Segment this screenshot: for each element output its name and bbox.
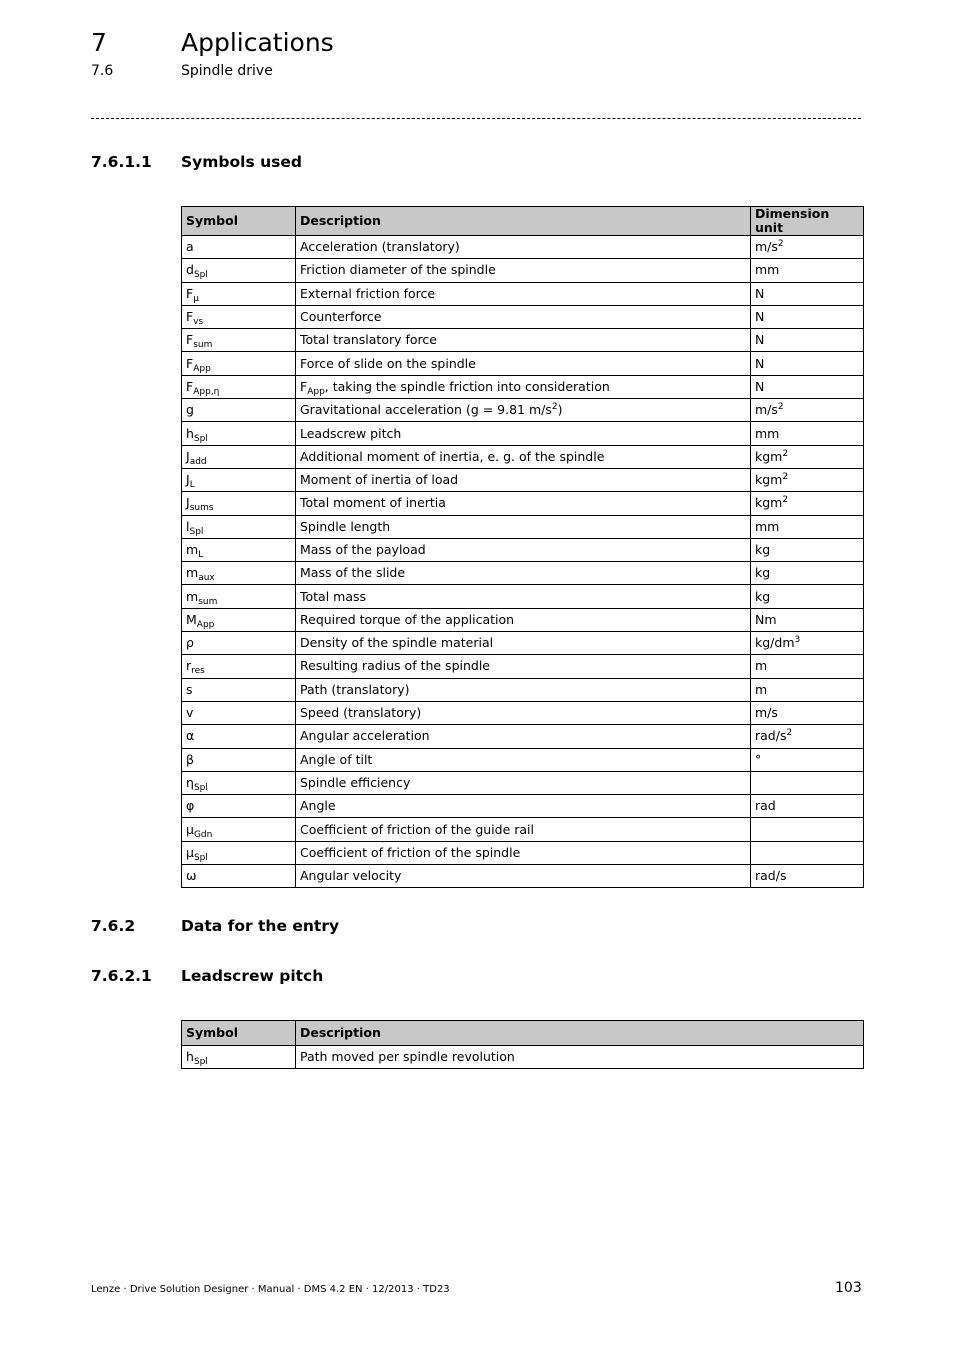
table-header-row bbox=[182, 207, 864, 236]
leadscrew-heading-title: Leadscrew pitch bbox=[181, 967, 324, 985]
unit-cell: kgm$^2$ bbox=[751, 445, 864, 468]
table-row bbox=[182, 468, 864, 491]
table-row bbox=[182, 352, 864, 375]
description-cell: Spindle length bbox=[296, 515, 751, 538]
symbol-cell: $h_{Spl}$ bbox=[182, 1046, 296, 1069]
description-cell: External friction force bbox=[296, 282, 751, 305]
symbols-heading-number: 7.6.1.1 bbox=[91, 153, 152, 171]
symbols-table bbox=[181, 206, 864, 888]
symbol-cell: ρ bbox=[182, 632, 296, 655]
table-row bbox=[182, 1046, 864, 1069]
column-header-description: Description bbox=[296, 1021, 864, 1046]
symbol-cell: $M_{App}$ bbox=[182, 608, 296, 631]
table-row bbox=[182, 422, 864, 445]
unit-cell: $kg/dm^3$ bbox=[751, 632, 864, 655]
description-cell: Counterforce bbox=[296, 305, 751, 328]
unit-cell: mm bbox=[751, 422, 864, 445]
symbol-cell: a bbox=[182, 236, 296, 259]
unit-cell: mm bbox=[751, 259, 864, 282]
symbol-cell: φ bbox=[182, 795, 296, 818]
description-cell: Spindle efficiency bbox=[296, 771, 751, 794]
description-cell: Total translatory force bbox=[296, 329, 751, 352]
column-header-symbol: Symbol bbox=[182, 1021, 296, 1046]
description-cell: Moment of inertia of load bbox=[296, 468, 751, 491]
table-row bbox=[182, 795, 864, 818]
table-row bbox=[182, 305, 864, 328]
description-cell: Path (translatory) bbox=[296, 678, 751, 701]
unit-cell: N bbox=[751, 329, 864, 352]
description-cell: Coefficient of friction of the guide rail bbox=[296, 818, 751, 841]
description-cell: Force of slide on the spindle bbox=[296, 352, 751, 375]
unit-cell: m bbox=[751, 678, 864, 701]
unit-cell bbox=[751, 841, 864, 864]
symbol-cell: $J_L$ bbox=[182, 468, 296, 491]
unit-cell: $m/s^2$ bbox=[751, 236, 864, 259]
table-row bbox=[182, 259, 864, 282]
description-cell: Coefficient of friction of the spindle bbox=[296, 841, 751, 864]
unit-cell: ° bbox=[751, 748, 864, 771]
description-cell: Total moment of inertia bbox=[296, 492, 751, 515]
page-number: 103 bbox=[835, 1280, 862, 1296]
unit-cell: $m/s^2$ bbox=[751, 399, 864, 422]
symbol-cell: $\mu_{Spl}$ bbox=[182, 841, 296, 864]
symbol-cell: $r_{res}$ bbox=[182, 655, 296, 678]
symbol-cell: $d_{Spl}$ bbox=[182, 259, 296, 282]
symbol-cell: v bbox=[182, 701, 296, 724]
column-header-symbol: Symbol bbox=[182, 207, 296, 236]
symbol-cell: $m_L$ bbox=[182, 538, 296, 561]
unit-cell: rad bbox=[751, 795, 864, 818]
table-row bbox=[182, 678, 864, 701]
unit-cell bbox=[751, 771, 864, 794]
table-row bbox=[182, 841, 864, 864]
unit-cell: N bbox=[751, 305, 864, 328]
symbol-cell: s bbox=[182, 678, 296, 701]
table-row bbox=[182, 538, 864, 561]
table-row bbox=[182, 725, 864, 748]
description-cell: Resulting radius of the spindle bbox=[296, 655, 751, 678]
table-row bbox=[182, 655, 864, 678]
footer-text: Lenze · Drive Solution Designer · Manual · DMS 4.2 EN · 12/2013 · TD23 bbox=[91, 1284, 450, 1295]
table-row bbox=[182, 375, 864, 398]
table-row bbox=[182, 562, 864, 585]
unit-cell: kg bbox=[751, 585, 864, 608]
table-row bbox=[182, 748, 864, 771]
description-cell: Speed (translatory) bbox=[296, 701, 751, 724]
chapter-number: 7 bbox=[91, 28, 107, 57]
unit-cell bbox=[751, 818, 864, 841]
symbol-cell: $J_{sums}$ bbox=[182, 492, 296, 515]
symbol-cell: $\mu_{Gdn}$ bbox=[182, 818, 296, 841]
table-row bbox=[182, 818, 864, 841]
description-cell: Required torque of the application bbox=[296, 608, 751, 631]
unit-cell: rad/s bbox=[751, 865, 864, 888]
unit-cell: m bbox=[751, 655, 864, 678]
table-row bbox=[182, 445, 864, 468]
column-header-unit: Dimension unit bbox=[751, 207, 864, 236]
symbols-heading-title: Symbols used bbox=[181, 153, 302, 171]
symbol-cell: α bbox=[182, 725, 296, 748]
description-cell: Leadscrew pitch bbox=[296, 422, 751, 445]
symbol-cell: $F_{App}$ bbox=[182, 352, 296, 375]
description-cell: Mass of the slide bbox=[296, 562, 751, 585]
symbol-cell: $l_{Spl}$ bbox=[182, 515, 296, 538]
description-cell: Gravitational acceleration (g = 9.81 $m/s^2$) bbox=[296, 399, 751, 422]
data-entry-heading-title: Data for the entry bbox=[181, 917, 340, 935]
section-number: 7.6 bbox=[91, 63, 114, 79]
symbol-cell: $\eta_{Spl}$ bbox=[182, 771, 296, 794]
symbol-cell: β bbox=[182, 748, 296, 771]
description-cell: Friction diameter of the spindle bbox=[296, 259, 751, 282]
symbol-cell: $h_{Spl}$ bbox=[182, 422, 296, 445]
symbol-cell: $F_{App,\eta}$ bbox=[182, 375, 296, 398]
table-row bbox=[182, 492, 864, 515]
table-row bbox=[182, 701, 864, 724]
table-row bbox=[182, 865, 864, 888]
table-row bbox=[182, 399, 864, 422]
table-row bbox=[182, 608, 864, 631]
unit-cell: mm bbox=[751, 515, 864, 538]
description-cell: Mass of the payload bbox=[296, 538, 751, 561]
unit-cell: N bbox=[751, 282, 864, 305]
description-cell: Density of the spindle material bbox=[296, 632, 751, 655]
unit-cell: kg bbox=[751, 538, 864, 561]
table-row bbox=[182, 329, 864, 352]
unit-cell: kgm$^2$ bbox=[751, 468, 864, 491]
symbols-table-body bbox=[182, 236, 864, 888]
symbol-cell: g bbox=[182, 399, 296, 422]
leadscrew-table bbox=[181, 1020, 864, 1069]
symbol-cell: $m_{aux}$ bbox=[182, 562, 296, 585]
unit-cell: kgm$^2$ bbox=[751, 492, 864, 515]
symbol-cell: $F_\mu$ bbox=[182, 282, 296, 305]
leadscrew-heading-number: 7.6.2.1 bbox=[91, 967, 152, 985]
symbol-cell: $F_{vs}$ bbox=[182, 305, 296, 328]
unit-cell: Nm bbox=[751, 608, 864, 631]
header-divider bbox=[91, 118, 861, 119]
description-cell: Angle of tilt bbox=[296, 748, 751, 771]
chapter-title: Applications bbox=[181, 28, 334, 57]
description-cell: Additional moment of inertia, e. g. of the spindle bbox=[296, 445, 751, 468]
table-row bbox=[182, 282, 864, 305]
unit-cell: N bbox=[751, 352, 864, 375]
description-cell: Angular acceleration bbox=[296, 725, 751, 748]
table-row bbox=[182, 585, 864, 608]
unit-cell: N bbox=[751, 375, 864, 398]
section-title: Spindle drive bbox=[181, 63, 273, 79]
symbol-cell: $J_{add}$ bbox=[182, 445, 296, 468]
symbol-cell: $F_{sum}$ bbox=[182, 329, 296, 352]
table-header-row bbox=[182, 1021, 864, 1046]
description-cell: Angular velocity bbox=[296, 865, 751, 888]
symbol-cell: $m_{sum}$ bbox=[182, 585, 296, 608]
unit-cell: m/s bbox=[751, 701, 864, 724]
table-row bbox=[182, 771, 864, 794]
table-row bbox=[182, 632, 864, 655]
data-entry-heading-number: 7.6.2 bbox=[91, 917, 136, 935]
table-row bbox=[182, 515, 864, 538]
unit-cell: kg bbox=[751, 562, 864, 585]
description-cell: $F_{App}$, taking the spindle friction into consideration bbox=[296, 375, 751, 398]
unit-cell: rad/$s^2$ bbox=[751, 725, 864, 748]
description-cell: Angle bbox=[296, 795, 751, 818]
column-header-description: Description bbox=[296, 207, 751, 236]
description-cell: Path moved per spindle revolution bbox=[296, 1046, 864, 1069]
description-cell: Total mass bbox=[296, 585, 751, 608]
symbol-cell: ω bbox=[182, 865, 296, 888]
description-cell: Acceleration (translatory) bbox=[296, 236, 751, 259]
table-row bbox=[182, 236, 864, 259]
